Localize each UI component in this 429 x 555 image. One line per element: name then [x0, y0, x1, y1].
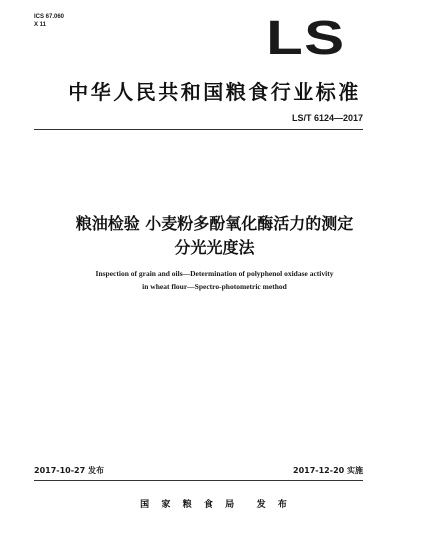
- issue-date: 2017-10-27 发布: [34, 466, 104, 475]
- classification-codes: [34, 13, 64, 29]
- top-divider: [34, 129, 363, 130]
- implementation-date: 2017-12-20 实施: [293, 466, 363, 475]
- english-title-line-1: Inspection of grain and oils—Determination of polyphenol oxidase activity: [95, 269, 334, 278]
- standard-code: LS/T 6124—2017: [291, 113, 363, 123]
- standard-type-title: 中华人民共和国粮食行业标准: [68, 80, 361, 104]
- chinese-title-line-1: 粮油检验 小麦粉多酚氧化酶活力的测定: [75, 214, 354, 233]
- publisher: 国 家 粮 食 局 发 布: [140, 500, 289, 510]
- ccs-code: X 11: [34, 22, 47, 28]
- ls-logo: LS: [265, 12, 345, 65]
- ics-code: ICS 67.060: [34, 14, 65, 20]
- chinese-title-line-2: 分光光度法: [174, 238, 255, 257]
- english-title-line-2: in wheat flour—Spectro-photometric method: [142, 282, 287, 291]
- bottom-divider: [34, 480, 363, 481]
